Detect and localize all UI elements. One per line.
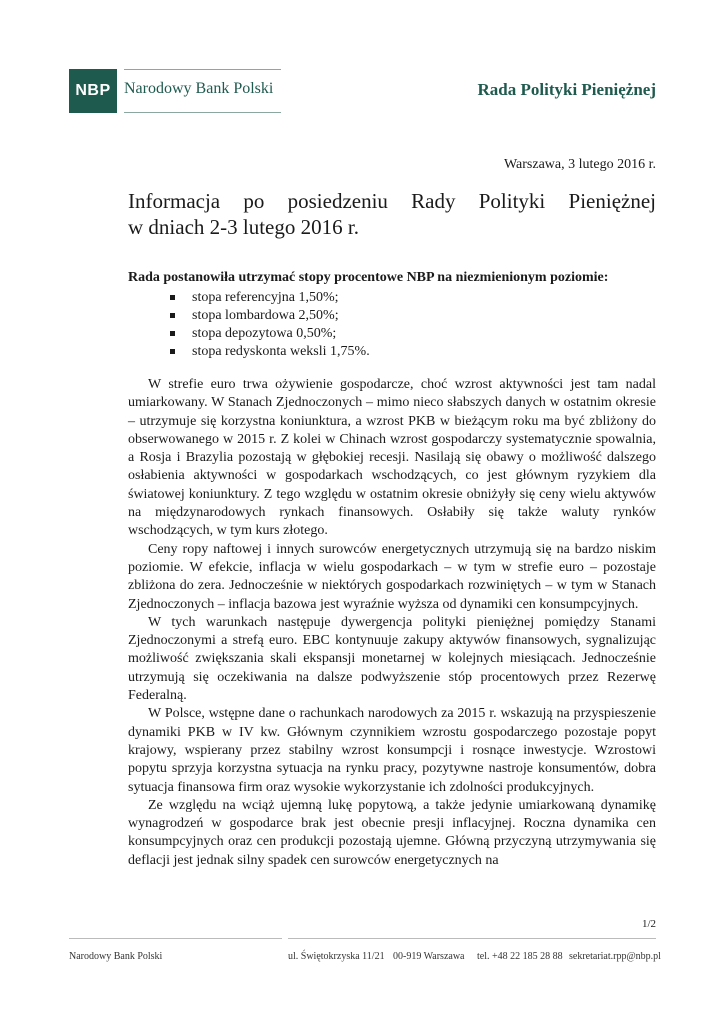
bank-name: Narodowy Bank Polski (124, 80, 274, 97)
header-divider-bottom (124, 112, 281, 113)
footer-phone: tel. +48 22 185 28 88 (477, 951, 563, 962)
list-item: stopa lombardowa 2,50%; (168, 307, 370, 325)
body-text (128, 376, 656, 870)
list-item: stopa redyskonta weksli 1,75%. (168, 343, 370, 361)
paragraph: Ceny ropy naftowej i innych surowców energetycznych utrzymują się na bardzo niskim poziomie. W efekcie, inflacja w wielu gospodarkach – w tym w strefie euro – pozostaje zbliżona do zera. Jednocześnie w niektórych gospodarkach rozwiniętych – w tym w Stanach Zjednoczonych – inflacja bazowa jest wyraźnie wyższa od dynamiki cen konsumpcyjnych. (128, 541, 656, 612)
title-line-2: w dniach 2-3 lutego 2016 r. (128, 215, 359, 239)
paragraph: Ze względu na wciąż ujemną lukę popytową, a także jedynie umiarkowaną dynamikę wynagrodzeń w gospodarce brak jest obecnie presji inflacyjnej. Roczna dynamika cen konsumpcyjnych oraz cen produkcji pozostają ujemne. Główną przyczyną utrzymywania się deflacji jest jednak silny spadek cen surowców energetycznych na (128, 797, 656, 868)
footer-divider-right (288, 938, 656, 939)
footer-street: ul. Świętokrzyska 11/21 (288, 951, 385, 962)
list-item: stopa referencyjna 1,50%; (168, 289, 370, 307)
header-divider-top (124, 69, 281, 70)
paragraph: W tych warunkach następuje dywergencja polityki pieniężnej pomiędzy Stanami Zjednoczonymi a strefą euro. EBC kontynuuje zakupy aktywów finansowych, sygnalizując możliwość zwiększania skali ekspansji monetarnej w kolejnych miesiącach. Jednocześnie utrzymują się oczekiwania na dalsze podwyższenie stóp procentowych przez Rezerwę Federalną. (128, 614, 656, 704)
council-name: Rada Polityki Pieniężnej (477, 80, 656, 99)
decision-lead: Rada postanowiła utrzymać stopy procentowe NBP na niezmienionym poziomie: (128, 270, 609, 285)
logo-text: NBP (75, 82, 111, 99)
bullet-icon (170, 313, 175, 318)
dateline: Warszawa, 3 lutego 2016 r. (503, 157, 656, 172)
footer-divider-left (69, 938, 282, 939)
paragraph: W strefie euro trwa ożywienie gospodarcze, choć wzrost aktywności jest tam nadal umiarkowany. W Stanach Zjednoczonych – mimo nieco słabszych danych w ostatnim okresie – utrzymuje się korzystna koniunktura, a wzrost PKB w bieżącym roku ma być zbliżony do obserwowanego w 2015 r. Z kolei w Chinach wzrost gospodarczy systematycznie spowalnia, a Rosja i Brazylia pozostają w głębokiej recesji. Nasilają się obawy o możliwość dalszego osłabienia aktywności w gospodarkach wschodzących, co jest głównym ryzykiem dla światowej koniunktury. Z tego względu w ostatnim okresie obniżyły się ceny wielu aktywów na międzynarodowych rynkach finansowych. Osłabiły się także waluty rynków wschodzących, w tym kurs złotego. (128, 377, 656, 539)
rates-list (168, 289, 370, 361)
title-line-1: Informacja po posiedzeniu Rady Polityki Pieniężnej (128, 189, 656, 213)
bullet-icon (170, 295, 175, 300)
footer-city: 00-919 Warszawa (393, 951, 465, 962)
bullet-icon (170, 331, 175, 336)
page-number: 1/2 (641, 918, 656, 930)
paragraph: W Polsce, wstępne dane o rachunkach narodowych za 2015 r. wskazują na przyspieszenie dynamiki PKB w IV kw. Głównym czynnikiem wzrostu gospodarczego pozostaje popyt krajowy, wspierany przez stabilny wzrost konsumpcji i rosnące inwestycje. Wzrostowi popytu sprzyja korzystna sytuacja na rynku pracy, pozytywne nastroje konsumentów, dobra sytuacja finansowa firm oraz wysokie wykorzystanie ich zdolności produkcyjnych. (128, 706, 656, 795)
document-title (128, 188, 656, 240)
nbp-logo (69, 69, 117, 113)
footer-bank: Narodowy Bank Polski (69, 951, 163, 962)
footer-email[interactable]: sekretariat.rpp@nbp.pl (569, 951, 661, 962)
list-item: stopa depozytowa 0,50%; (168, 325, 370, 343)
bullet-icon (170, 349, 175, 354)
